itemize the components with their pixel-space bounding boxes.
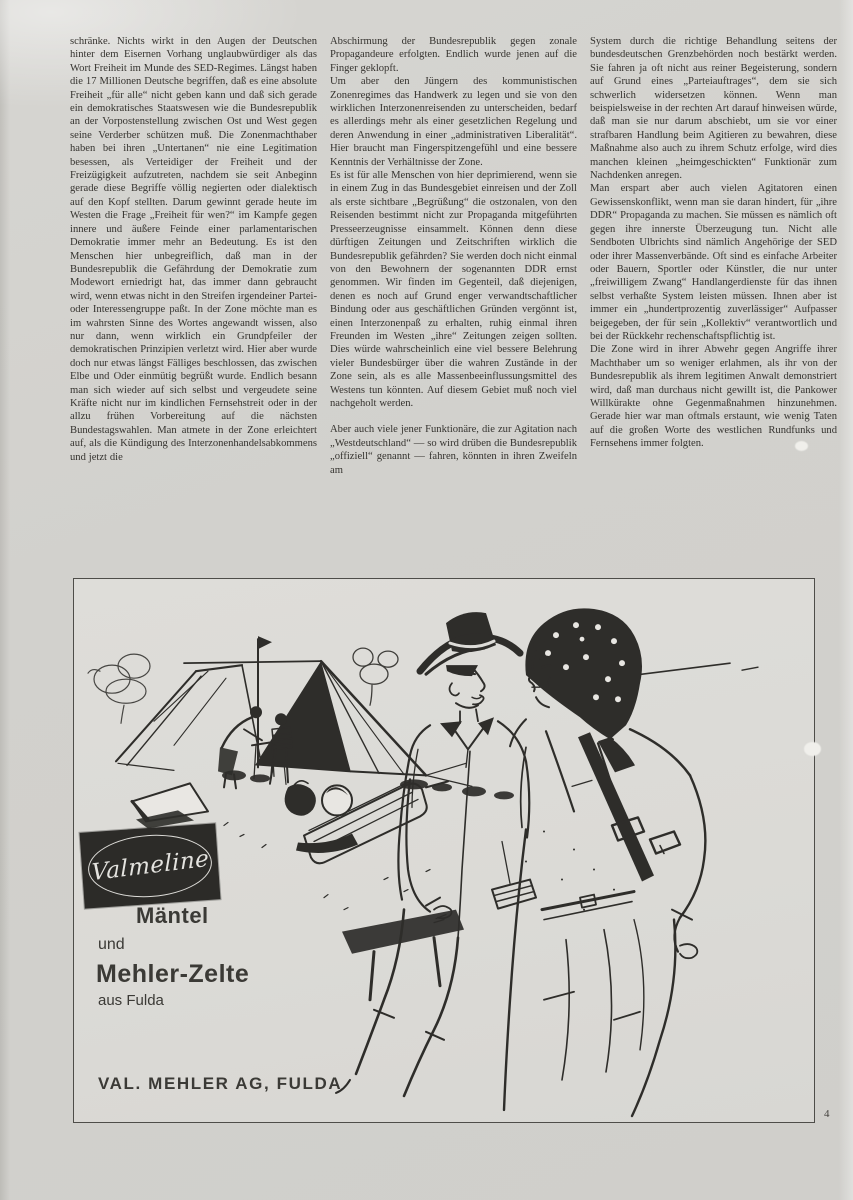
ad-company-name: VAL. MEHLER AG, FULDA (98, 1074, 343, 1093)
ad-conjunction: und (98, 936, 125, 953)
paragraph: Um aber den Jüngern des kommunistischen Zonenregimes das Handwerk zu legen und sie von den wirklichen Interzonenreisenden zu unterscheiden, bedarf es allerdings mehr als einer gesetzlichen Regelung und deren Anwendung in einer „administrativen Liberalität“. Hier braucht man Fingerspitzengefühl und eine bessere Kenntnis der Verhältnisse der Zone. (330, 76, 577, 168)
paragraph: Abschirmung der Bundesrepublik gegen zonale Propagandeure erfolgten. Endlich wurde jenen auf die Finger geklopft. (330, 36, 577, 74)
ad-origin: aus Fulda (98, 992, 164, 1009)
ad-product-zelte: Mehler-Zelte (96, 960, 250, 988)
paragraph: Es ist für alle Menschen von hier deprimierend, wenn sie in einem Zug in das Bundesgebiet einreisen und der Zoll als erste sichtbare „Begrüßung“ die ostzonalen, von den Reisenden bestimmt nicht zur Propaganda mitgeführten Presseerzeugnisse einsammelt. Können denn diese dürftigen Zeitungen und Zeitschriften wirklich die Bundesrepublik gefährden? Sie werden doch nicht einmal von den Bewohnern der sogenannten DDR ernst genommen. Wir finden im Gegenteil, daß diejenigen, denen es noch auf Grund enger verwandtschaftlicher Bindung oder aus geschäftlichen Gründen vergönnt ist, einen Interzonenpaß zu erhalten, ruhig einmal ihren Freunden im Westen „ihre“ Zeitungen zeigen sollten. Dies würde wahrscheinlich eine viel bessere Belehrung vieler Bundesbürger über die wahren Zustände in der Zone sein, als es alle Massenbeeinflussungsmittel des Westens tun könnten. Auf diesem Gebiet muß noch viel nachgeholt werden. (330, 170, 577, 409)
paragraph: schränke. Nichts wirkt in den Augen der Deutschen hinter dem Eisernen Vorhang unglaubwürdiger als das Wort Freiheit im Munde des SED-Regimes. Längst haben die 17 Millionen Deutsche begriffen, daß es eine absolute Freiheit „für alle“ nicht geben kann und daß sich gerade ein demokratisches Staatswesen wie die Bundesrepublik an der Vorpostenstellung zwischen Ost und West gegen seine Verderber schützen muß. Die Zonenmachthaber haben bei ihren „Untertanen“ nie eine Legitimation besessen, als Verteidiger der Freiheit und der Freizügigkeit aufzutreten, nachdem sie seit Anbeginn gerade diese Begriffe völlig negierten oder dialektisch auf den Kopf stellten. Darum gewinnt gerade heute im Westen die Frage „Freiheit für wen?“ im Kampfe gegen innere und äußere Feinde einer parlamentarischen Demokratie immer mehr an Bedeutung. Es ist den Menschen hier unbegreiflich, daß man in der Bundesrepublik die Gefährdung der Demokratie zum Modewort erniedrigt hat, das immer dann gebraucht wird, wenn etwas nicht in den Streifen irgendeiner Partei- oder Interessengruppe paßt. In der Zone möchte man es im wahrsten Sinne des Wortes angewandt wissen, also nur dann, wenn wirklich ein Grundpfeiler der demokratischen Prinzipien verletzt wird. Hier aber wurde doch nur etwas längst Fälliges beschlossen, das zwischen Elbe und Oder einmütig begrüßt wurde. Endlich besann man sich wieder auf sich selbst und vergeudete seine Kräfte nicht nur im kindlichen Fernsehstreit oder in der allzu frühen Vorbereitung auf die nächsten Bundestagswahlen. Man atmete in der Zone erleichtert auf, als die Kündigung des Interzonenhandelsabkommens und jetzt die (70, 36, 317, 463)
advertisement-box (73, 578, 815, 1123)
article-column-3 (590, 35, 837, 576)
paragraph: Man erspart aber auch vielen Agitatoren einen Gewissenskonflikt, wenn man sie daran hindert, für „ihre DDR“ Propaganda zu machen. Sie müssen es nämlich oft gegen ihre innerste Überzeugung tun. Nicht alle Sendboten Ulbrichts sind nämlich Angehörige der SED oder ihrer Massenverbände. Oft sind es einfache Arbeiter oder Bauern, Sportler oder Künstler, die nur unter „freiwilligem Zwang“ Handlangerdienste für das ihnen selbst verhaßte System leisten müssen. Ihnen aber ist immer ein „hundertprozentig zuverlässiger“ Aufpasser beigegeben, der für sein „Kollektiv“ verantwortlich und bei der Rückkehr rechenschaftspflichtig ist. (590, 183, 837, 342)
article-column-2 (330, 35, 577, 576)
paragraph: Die Zone wird in ihrer Abwehr gegen Angriffe ihrer Machthaber um so weniger erlahmen, als ihr von der Bundesrepublik als ihrem legitimen Anwalt demonstriert wird, daß man durchaus nicht gewillt ist, die Pankower Willkürakte ohne Gegenmaßnahmen hinzunehmen. Gerade hier war man oftmals erstaunt, wie wenig Taten auf die großen Worte des westlichen Rundfunks und Fernsehens immer folgten. (590, 344, 837, 450)
ad-product-mantel: Mäntel (136, 903, 209, 928)
article-column-1 (70, 35, 317, 576)
valmeline-logo (80, 823, 221, 908)
logo-text: Valmeline (90, 845, 210, 887)
paragraph: Aber auch viele jener Funktionäre, die zur Agitation nach „Westdeutschland“ — so wird drüben die Bundesrepublik „offiziell“ genannt — fahren, könnten in ihren Zweifeln am (330, 424, 577, 476)
scan-spot (795, 441, 808, 451)
page-number: 4 (824, 1108, 830, 1120)
paragraph: System durch die richtige Behandlung seitens der bundesdeutschen Grenzbehörden noch bestärkt werden. Sie fahren ja oft nicht aus reiner Begeisterung, sondern auf Grund eines „Parteiauftrages“, dem sie sich schwerlich widersetzen können. Wenn man beispielsweise in der rechten Art darauf hinweisen würde, daß man sie nur darum abschiebt, um sie vor einer strafbaren Handlung beim Agitieren zu bewahren, diese Maßnahme also auch zu ihrem Schutz erfolge, wird dies manchen kleinen „heimgeschickten“ Funktionär zum Nachdenken anregen. (590, 36, 837, 182)
scan-spot (804, 742, 821, 756)
logo-ellipse (86, 831, 214, 901)
